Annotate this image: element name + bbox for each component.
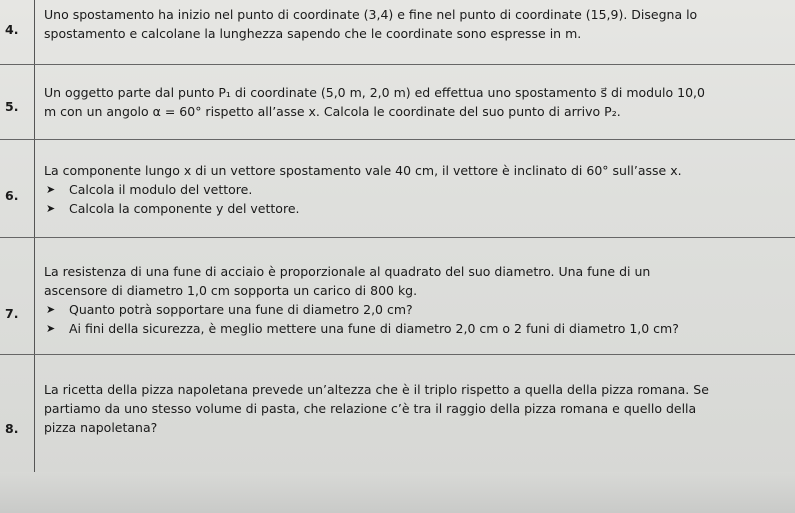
bullet-text: Calcola la componente y del vettore. [69,201,300,216]
row-separator [0,237,795,238]
arrow-bullet-icon: ➤ [46,183,56,196]
exercise-text: La componente lungo x di un vettore spostamento vale 40 cm, il vettore è inclinato di 60° sull’asse x. [44,163,682,178]
item-number: 4. [5,22,19,37]
row-separator [0,139,795,140]
exercise-4 [44,5,775,43]
exercise-text: La resistenza di una fune di acciaio è proporzionale al quadrato del suo diametro. Una fune di un [44,264,651,279]
bullet-text: Quanto potrà sopportare una fune di diametro 2,0 cm? [69,302,413,317]
item-number: 6. [5,188,19,203]
item-number: 8. [5,421,19,436]
arrow-bullet-icon: ➤ [46,202,56,215]
page-bottom-margin [0,472,795,513]
row-separator [0,64,795,65]
exercise-text: pizza napoletana? [44,420,158,435]
row-separator [0,354,795,355]
bullet-item [44,300,775,319]
exercise-text: Uno spostamento ha inizio nel punto di coordinate (3,4) e fine nel punto di coordinate (15,9). Disegna lo [44,7,698,22]
exercise-6 [44,161,775,218]
exercise-5 [44,83,775,121]
arrow-bullet-icon: ➤ [46,322,56,335]
bullet-item [44,180,775,199]
exercise-text: ascensore di diametro 1,0 cm sopporta un carico di 800 kg. [44,283,418,298]
bullet-item [44,319,775,338]
bullet-text: Ai fini della sicurezza, è meglio mettere una fune di diametro 2,0 cm o 2 funi di diametro 1,0 cm? [69,321,679,336]
exercise-8 [44,380,775,437]
exercise-text: m con un angolo α = 60° rispetto all’asse x. Calcola le coordinate del suo punto di arrivo P₂. [44,104,621,119]
exercise-text: spostamento e calcolane la lunghezza sapendo che le coordinate sono espresse in m. [44,26,582,41]
bullet-text: Calcola il modulo del vettore. [69,182,253,197]
exercise-7 [44,262,775,338]
exercise-text: La ricetta della pizza napoletana prevede un’altezza che è il triplo rispetto a quella della pizza romana. Se [44,382,709,397]
item-number: 7. [5,306,19,321]
item-number: 5. [5,99,19,114]
bullet-item [44,199,775,218]
column-divider [34,0,35,472]
arrow-bullet-icon: ➤ [46,303,56,316]
exercise-text: Un oggetto parte dal punto P₁ di coordinate (5,0 m, 2,0 m) ed effettua uno spostamento s⃗ di modulo 10,0 [44,85,705,100]
exercise-text: partiamo da uno stesso volume di pasta, che relazione c’è tra il raggio della pizza romana e quello della [44,401,697,416]
